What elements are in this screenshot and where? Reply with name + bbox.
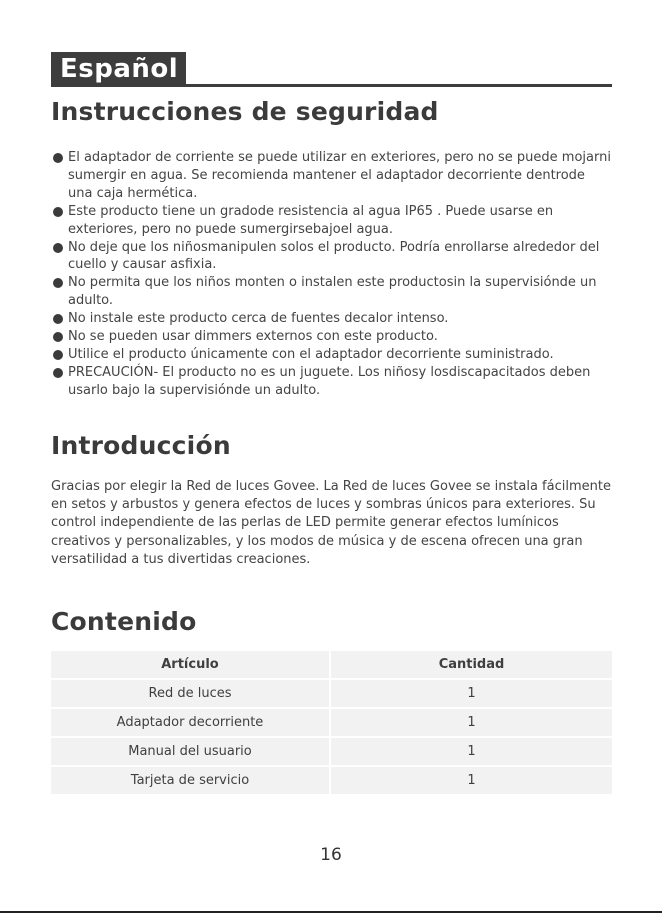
table-row xyxy=(51,709,612,736)
safety-item xyxy=(51,274,612,310)
bullet-icon xyxy=(53,207,63,217)
safety-item-text: No instale este producto cerca de fuentes decalor intenso. xyxy=(68,311,449,327)
quantity-cell: 1 xyxy=(329,767,612,794)
table-row xyxy=(51,738,612,765)
safety-item-text: El adaptador de corriente se puede utilizar en exteriores, pero no se puede mojarni sumergir en agua. Se recomienda mantener el adaptador decorriente dentrode una caja hermética. xyxy=(68,150,611,201)
safety-item xyxy=(51,346,612,364)
page-number: 16 xyxy=(320,845,342,865)
item-cell: Tarjeta de servicio xyxy=(51,767,329,794)
safety-item-text: Utilice el producto únicamente con el adaptador decorriente suministrado. xyxy=(68,346,554,362)
intro-paragraph: Gracias por elegir la Red de luces Govee. La Red de luces Govee se instala fácilmente en setos y arbustos y genera efectos de luces y sombras únicos para exteriores. Su control independiente de las perlas de LED permite generar efectos lumínicos creativos y personalizables, y los modos de música y de escena ofrecen una gran versatilidad a tus divertidas creaciones. xyxy=(51,479,611,567)
column-header-quantity: Cantidad xyxy=(329,651,612,678)
footer-divider xyxy=(0,911,662,913)
header-divider xyxy=(51,84,612,87)
safety-item xyxy=(51,203,612,239)
safety-item-text: No permita que los niños monten o instalen este productosin la supervisiónde un adulto. xyxy=(68,275,597,309)
safety-item xyxy=(51,149,612,203)
table-row xyxy=(51,680,612,707)
quantity-cell: 1 xyxy=(329,680,612,707)
item-cell: Red de luces xyxy=(51,680,329,707)
bullet-icon xyxy=(53,153,63,163)
bullet-icon xyxy=(53,314,63,324)
bullet-icon xyxy=(53,368,63,378)
quantity-cell: 1 xyxy=(329,738,612,765)
table-row xyxy=(51,767,612,794)
safety-list xyxy=(51,149,612,400)
contents-heading: Contenido xyxy=(51,607,197,636)
safety-item xyxy=(51,239,612,275)
safety-item xyxy=(51,364,612,400)
safety-item-text: No deje que los niñosmanipulen solos el producto. Podría enrollarse alrededor del cuello y causar asfixia. xyxy=(68,239,600,273)
contents-table xyxy=(51,649,612,796)
safety-item-text: PRECAUCIÓN- El producto no es un juguete. Los niñosy losdiscapacitados deben usarlo bajo la supervisiónde un adulto. xyxy=(68,364,591,398)
quantity-cell: 1 xyxy=(329,709,612,736)
safety-item-text: Este producto tiene un gradode resistencia al agua IP65 . Puede usarse en exteriores, pero no puede sumergirsebajoel agua. xyxy=(68,203,554,237)
bullet-icon xyxy=(53,350,63,360)
safety-heading: Instrucciones de seguridad xyxy=(51,97,439,126)
intro-heading: Introducción xyxy=(51,431,231,460)
safety-item xyxy=(51,328,612,346)
safety-item-text: No se pueden usar dimmers externos con este producto. xyxy=(68,329,438,345)
item-cell: Manual del usuario xyxy=(51,738,329,765)
safety-item xyxy=(51,310,612,328)
table-header-row xyxy=(51,651,612,678)
bullet-icon xyxy=(53,278,63,288)
item-cell: Adaptador decorriente xyxy=(51,709,329,736)
bullet-icon xyxy=(53,332,63,342)
column-header-item: Artículo xyxy=(51,651,329,678)
bullet-icon xyxy=(53,243,63,253)
language-tag: Español xyxy=(51,52,186,86)
language-header xyxy=(51,52,612,86)
